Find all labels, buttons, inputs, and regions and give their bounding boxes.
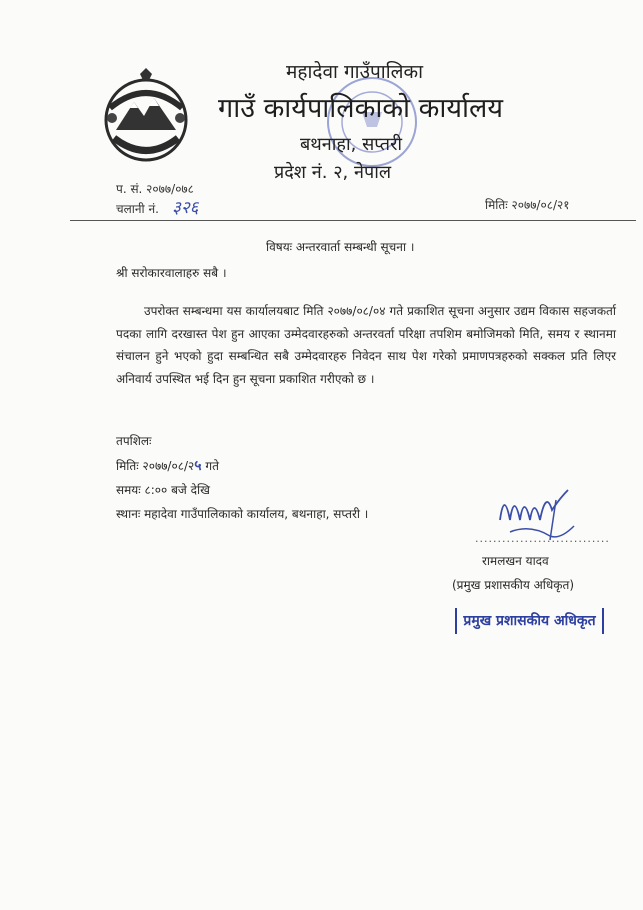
office-location: बथनाहा, सप्तरी <box>300 134 403 155</box>
notice-body <box>116 300 616 390</box>
interview-date-suffix: गते <box>205 459 219 473</box>
subject-line: विषयः अन्तरवार्ता सम्बन्धी सूचना । <box>266 240 415 254</box>
interview-date <box>116 456 219 475</box>
interview-date-handwritten-digit: ५ <box>194 458 202 474</box>
nepal-government-emblem-icon <box>96 68 196 168</box>
notice-body-text: उपरोक्त सम्बन्धमा यस कार्यालयबाट मिति २०७७/०८/०४ गते प्रकाशित सूचना अनुसार उद्यम विकास सहजकर्ता पदका लागि दरखास्त पेश हुन आएका उम्मेदवारहरुको अन्तरवर्ता परिक्षा तपशिम बमोजिमको मिति, समय र स्थानमा संचालन हुने भएको हुदा सम्बन्धित सबै उम्मेदवारहरु निवेदन साथ पेश गरेको प्रमाणपत्रहरुको सक्कल प्रति लिएर अनिवार्य उपस्थित भई दिन हुन सूचना प्रकाशित गरीएको छ । <box>116 304 616 386</box>
salutation: श्री सरोकारवालाहरु सबै । <box>116 266 227 280</box>
letter-date: मितिः २०७७/०८/२१ <box>485 198 570 212</box>
designation-stamp: प्रमुख प्रशासकीय अधिकृत <box>455 608 604 634</box>
interview-date-label: मितिः २०७७/०८/२ <box>116 459 195 473</box>
signer-title: (प्रमुख प्रशासकीय अधिकृत) <box>452 578 575 592</box>
letter-reference-number: प. सं. २०७७/०७८ <box>116 182 194 196</box>
interview-place: स्थानः महादेवा गाउँपालिकाको कार्यालय, बथनाहा, सप्तरी । <box>116 507 369 521</box>
municipality-name: महादेवा गाउँपालिका <box>286 61 424 83</box>
dispatch-number: ३२६ <box>172 198 199 218</box>
dispatch-label: चलानी नं. <box>116 202 159 216</box>
signature-dotted-line: .............................. <box>475 532 610 545</box>
details-heading: तपशिलः <box>116 434 152 448</box>
signer-name: रामलखन यादव <box>482 554 549 568</box>
header-divider <box>70 220 636 221</box>
interview-time: समयः ८:०० बजे देखि <box>116 483 210 497</box>
office-name: गाउँ कार्यपालिकाको कार्यालय <box>218 93 503 124</box>
province-line: प्रदेश नं. २, नेपाल <box>274 162 392 183</box>
